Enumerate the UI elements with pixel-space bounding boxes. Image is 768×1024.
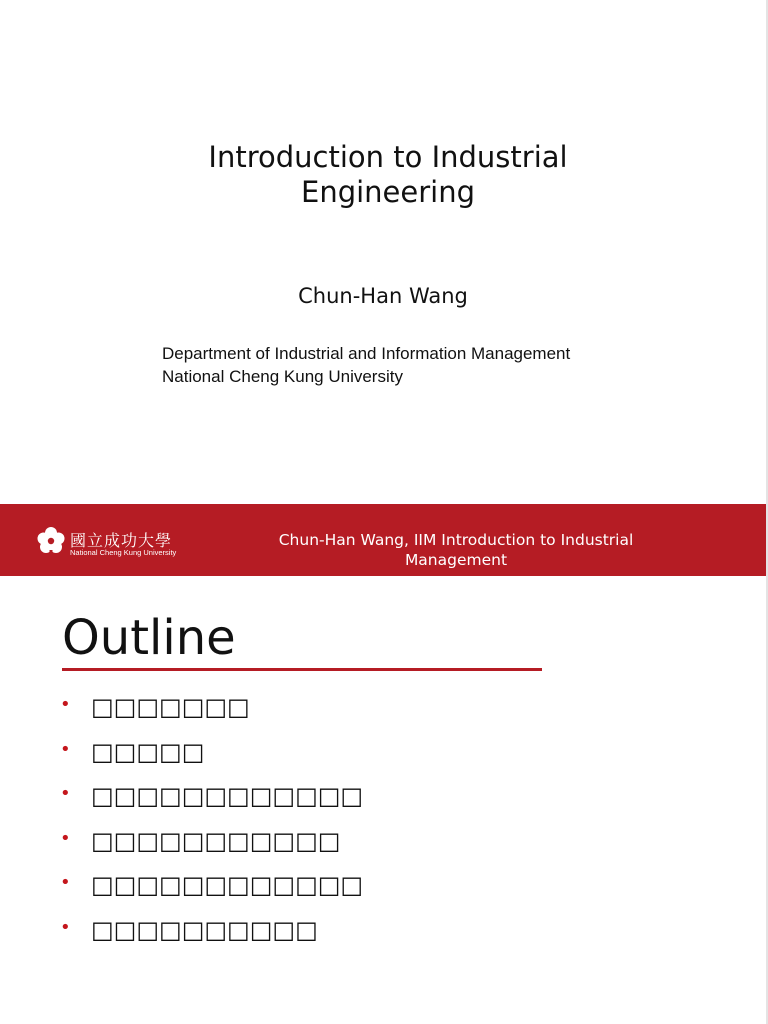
logo-chinese-name: 國立成功大學: [70, 531, 173, 550]
slide-title-line-2: Engineering: [301, 175, 475, 209]
list-item: [60, 779, 363, 824]
list-item: [60, 690, 363, 735]
list-item-text: □□□□□□□□□□: [91, 915, 318, 944]
slide-title-line-1: Introduction to Industrial: [208, 140, 568, 174]
footer-caption-line-1: Chun-Han Wang, IIM Introduction to Industrial: [278, 531, 634, 549]
list-item-text: □□□□□: [91, 737, 205, 766]
list-item: [60, 735, 363, 780]
affiliation-university: National Cheng Kung University: [162, 367, 403, 386]
list-item-text: □□□□□□□□□□□□: [91, 782, 364, 811]
bullet-icon: •: [60, 916, 71, 938]
bullet-icon: •: [60, 827, 71, 849]
slide-title: [0, 140, 768, 210]
list-item-text: □□□□□□□□□□□: [91, 826, 341, 855]
title-slide: [0, 0, 766, 504]
outline-heading-underline: [62, 668, 542, 671]
slide-footer-band: [0, 504, 766, 576]
list-item-text: □□□□□□□: [91, 693, 250, 721]
affiliation-department: Department of Industrial and Information Management: [162, 344, 571, 363]
footer-caption-line-2: Management: [404, 551, 508, 569]
affiliation: [162, 342, 570, 388]
university-logo: [36, 526, 176, 562]
outline-list: [60, 690, 363, 958]
logo-english-name: National Cheng Kung University: [70, 548, 177, 557]
ncku-plum-blossom-icon: [36, 526, 66, 556]
list-item-text: □□□□□□□□□□□□: [91, 871, 364, 900]
bullet-icon: •: [60, 783, 71, 805]
list-item: [60, 868, 363, 913]
list-item: [60, 824, 363, 869]
footer-caption: [254, 530, 658, 570]
bullet-icon: •: [60, 738, 71, 760]
outline-heading: Outline: [62, 610, 236, 666]
bullet-icon: •: [60, 872, 71, 894]
author-name: Chun-Han Wang: [298, 284, 468, 308]
bullet-icon: •: [60, 694, 71, 715]
list-item: [60, 913, 363, 958]
